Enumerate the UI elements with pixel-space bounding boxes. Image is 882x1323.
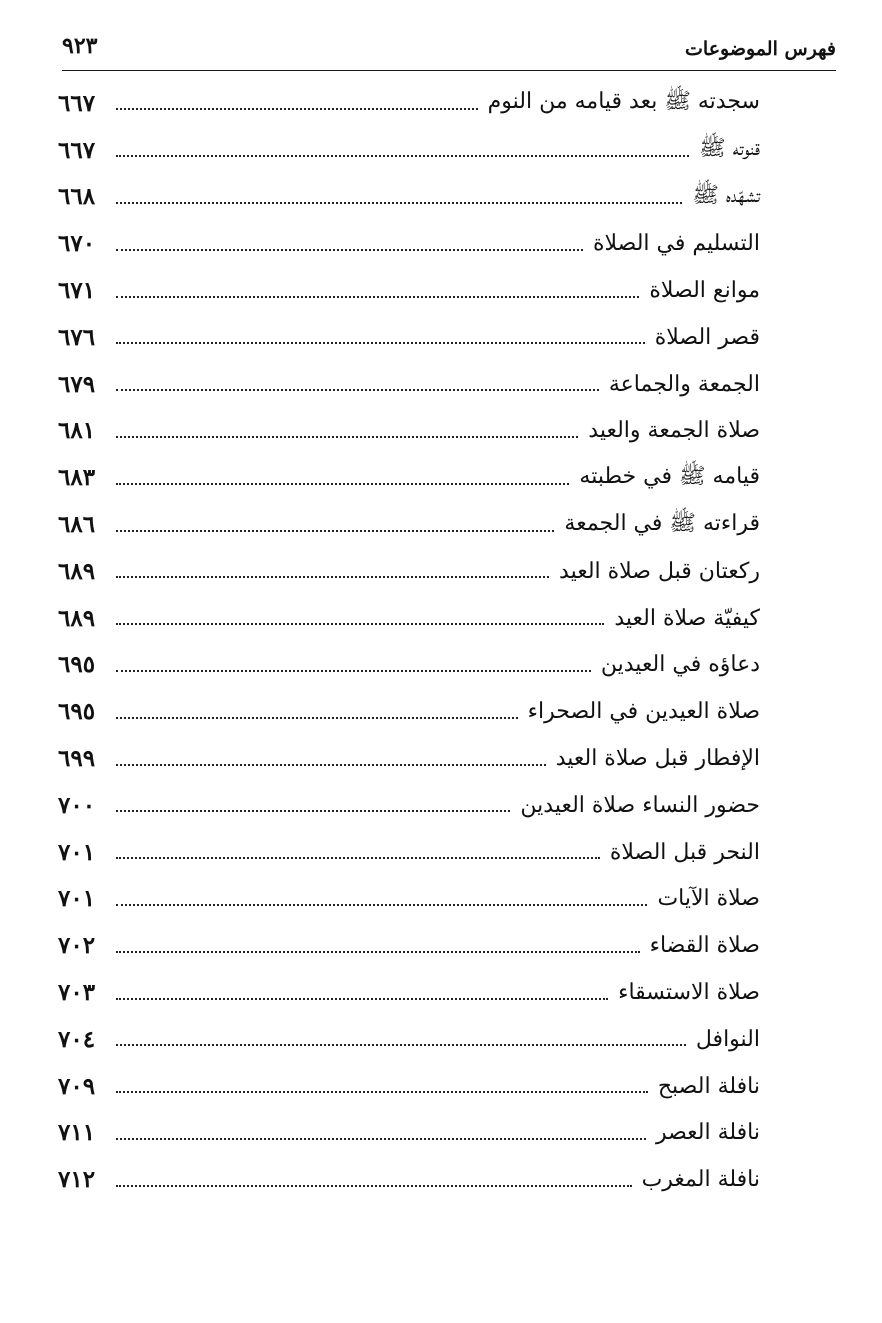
toc-entry-title: موانع الصلاة bbox=[649, 278, 760, 304]
dot-leader bbox=[116, 155, 689, 157]
dot-leader bbox=[116, 202, 682, 204]
toc-entry-title: صلاة الجمعة والعيد bbox=[588, 418, 760, 444]
dot-leader bbox=[116, 717, 518, 719]
toc-entry bbox=[58, 220, 760, 267]
dot-leader bbox=[116, 389, 599, 391]
toc-entry-page: ٧٠٤ bbox=[58, 1025, 96, 1053]
dot-leader bbox=[116, 623, 604, 625]
toc-entry-title: النحر قبل الصلاة bbox=[609, 839, 760, 865]
toc-entry bbox=[58, 969, 760, 1016]
dot-leader bbox=[116, 342, 645, 344]
toc-entry-page: ٦٧٦ bbox=[58, 323, 96, 351]
toc-entry bbox=[58, 829, 760, 876]
toc-entry bbox=[58, 922, 760, 969]
toc-entry-page: ٦٩٩ bbox=[58, 745, 96, 773]
toc-entry bbox=[58, 501, 760, 548]
dot-leader bbox=[116, 951, 640, 953]
dot-leader bbox=[116, 810, 510, 812]
toc-entry-title: النوافل bbox=[695, 1026, 760, 1052]
toc-entry-title: صلاة العيدين في الصحراء bbox=[527, 699, 760, 725]
toc-entry bbox=[58, 595, 760, 642]
toc-entry bbox=[58, 174, 760, 221]
toc-entry bbox=[58, 782, 760, 829]
toc-entry-page: ٦٧١ bbox=[58, 277, 96, 305]
toc-entry bbox=[58, 1110, 760, 1157]
header-title: فهرس الموضوعات bbox=[685, 38, 836, 60]
running-header bbox=[62, 30, 836, 71]
toc-entry bbox=[58, 1016, 760, 1063]
toc-entry-page: ٦٩٥ bbox=[58, 698, 96, 726]
toc-entry bbox=[58, 876, 760, 923]
toc-entry bbox=[58, 361, 760, 408]
dot-leader bbox=[116, 483, 569, 485]
toc-entry-title: كيفيّة صلاة العيد bbox=[614, 605, 760, 631]
dot-leader bbox=[116, 576, 549, 578]
toc-entry bbox=[58, 127, 760, 174]
toc-entry-page: ٧١١ bbox=[58, 1119, 96, 1147]
toc-entry bbox=[58, 267, 760, 314]
dot-leader bbox=[116, 764, 546, 766]
toc-entry-title: قنوته ﷺ bbox=[699, 136, 760, 162]
toc-entry bbox=[58, 548, 760, 595]
dot-leader bbox=[116, 670, 591, 672]
toc-entry-page: ٧٠١ bbox=[58, 838, 96, 866]
toc-entry bbox=[58, 408, 760, 455]
toc-entry-title: تشهّده ﷺ bbox=[692, 182, 760, 208]
dot-leader bbox=[116, 296, 639, 298]
toc-entry-title: قيامه ﷺ في خطبته bbox=[579, 463, 760, 489]
dot-leader bbox=[116, 904, 647, 906]
toc-entry-page: ٦٨٩ bbox=[58, 604, 96, 632]
toc-entry-page: ٦٧٩ bbox=[58, 370, 96, 398]
dot-leader bbox=[116, 108, 478, 110]
toc-entry-page: ٦٧٠ bbox=[58, 230, 96, 258]
toc-entry-title: نافلة المغرب bbox=[641, 1167, 760, 1193]
dot-leader bbox=[116, 1044, 686, 1046]
toc-entry bbox=[58, 80, 760, 127]
toc-entry bbox=[58, 688, 760, 735]
toc-entry-page: ٦٨٩ bbox=[58, 557, 96, 585]
toc-entry-page: ٧١٢ bbox=[58, 1166, 96, 1194]
toc-entry-page: ٧٠٢ bbox=[58, 932, 96, 960]
toc-entry-title: التسليم في الصلاة bbox=[592, 231, 760, 257]
toc-entry-page: ٧٠٩ bbox=[58, 1072, 96, 1100]
toc-entry-page: ٧٠٣ bbox=[58, 979, 96, 1007]
toc-entry-title: صلاة الآيات bbox=[657, 886, 760, 912]
toc-entry-title: صلاة القضاء bbox=[649, 933, 760, 959]
dot-leader bbox=[116, 998, 608, 1000]
toc-entry-page: ٦٦٧ bbox=[58, 89, 96, 117]
dot-leader bbox=[116, 1091, 648, 1093]
dot-leader bbox=[116, 249, 583, 251]
toc-entry bbox=[58, 454, 760, 501]
toc-entry-title: الإفطار قبل صلاة العيد bbox=[555, 746, 760, 772]
toc-entry bbox=[58, 1156, 760, 1203]
toc-entry-page: ٧٠٠ bbox=[58, 791, 96, 819]
dot-leader bbox=[116, 436, 578, 438]
toc-entry-title: صلاة الاستسقاء bbox=[618, 980, 760, 1006]
toc-entry-page: ٦٩٥ bbox=[58, 651, 96, 679]
dot-leader bbox=[116, 1138, 646, 1140]
page-number: ٩٢٣ bbox=[62, 33, 98, 59]
toc-entry-page: ٦٦٧ bbox=[58, 136, 96, 164]
toc-entry bbox=[58, 642, 760, 689]
toc-entry-title: ركعتان قبل صلاة العيد bbox=[559, 558, 760, 584]
toc-entry-page: ٦٦٨ bbox=[58, 183, 96, 211]
toc-entry-page: ٦٨١ bbox=[58, 417, 96, 445]
toc-entry-title: حضور النساء صلاة العيدين bbox=[520, 792, 760, 818]
table-of-contents bbox=[58, 80, 760, 1203]
toc-entry-title: قراءته ﷺ في الجمعة bbox=[564, 510, 760, 536]
dot-leader bbox=[116, 857, 600, 859]
toc-entry bbox=[58, 735, 760, 782]
toc-entry-title: دعاؤه في العيدين bbox=[600, 652, 760, 678]
toc-entry-page: ٦٨٦ bbox=[58, 511, 96, 539]
dot-leader bbox=[116, 530, 554, 532]
toc-entry bbox=[58, 1063, 760, 1110]
dot-leader bbox=[116, 1185, 632, 1187]
toc-entry bbox=[58, 314, 760, 361]
toc-entry-page: ٦٨٣ bbox=[58, 464, 96, 492]
toc-entry-title: قصر الصلاة bbox=[654, 324, 760, 350]
toc-entry-page: ٧٠١ bbox=[58, 885, 96, 913]
toc-entry-title: نافلة العصر bbox=[655, 1120, 760, 1146]
toc-entry-title: الجمعة والجماعة bbox=[608, 371, 760, 397]
toc-entry-title: نافلة الصبح bbox=[657, 1073, 760, 1099]
toc-entry-title: سجدته ﷺ بعد قيامه من النوم bbox=[487, 89, 760, 115]
